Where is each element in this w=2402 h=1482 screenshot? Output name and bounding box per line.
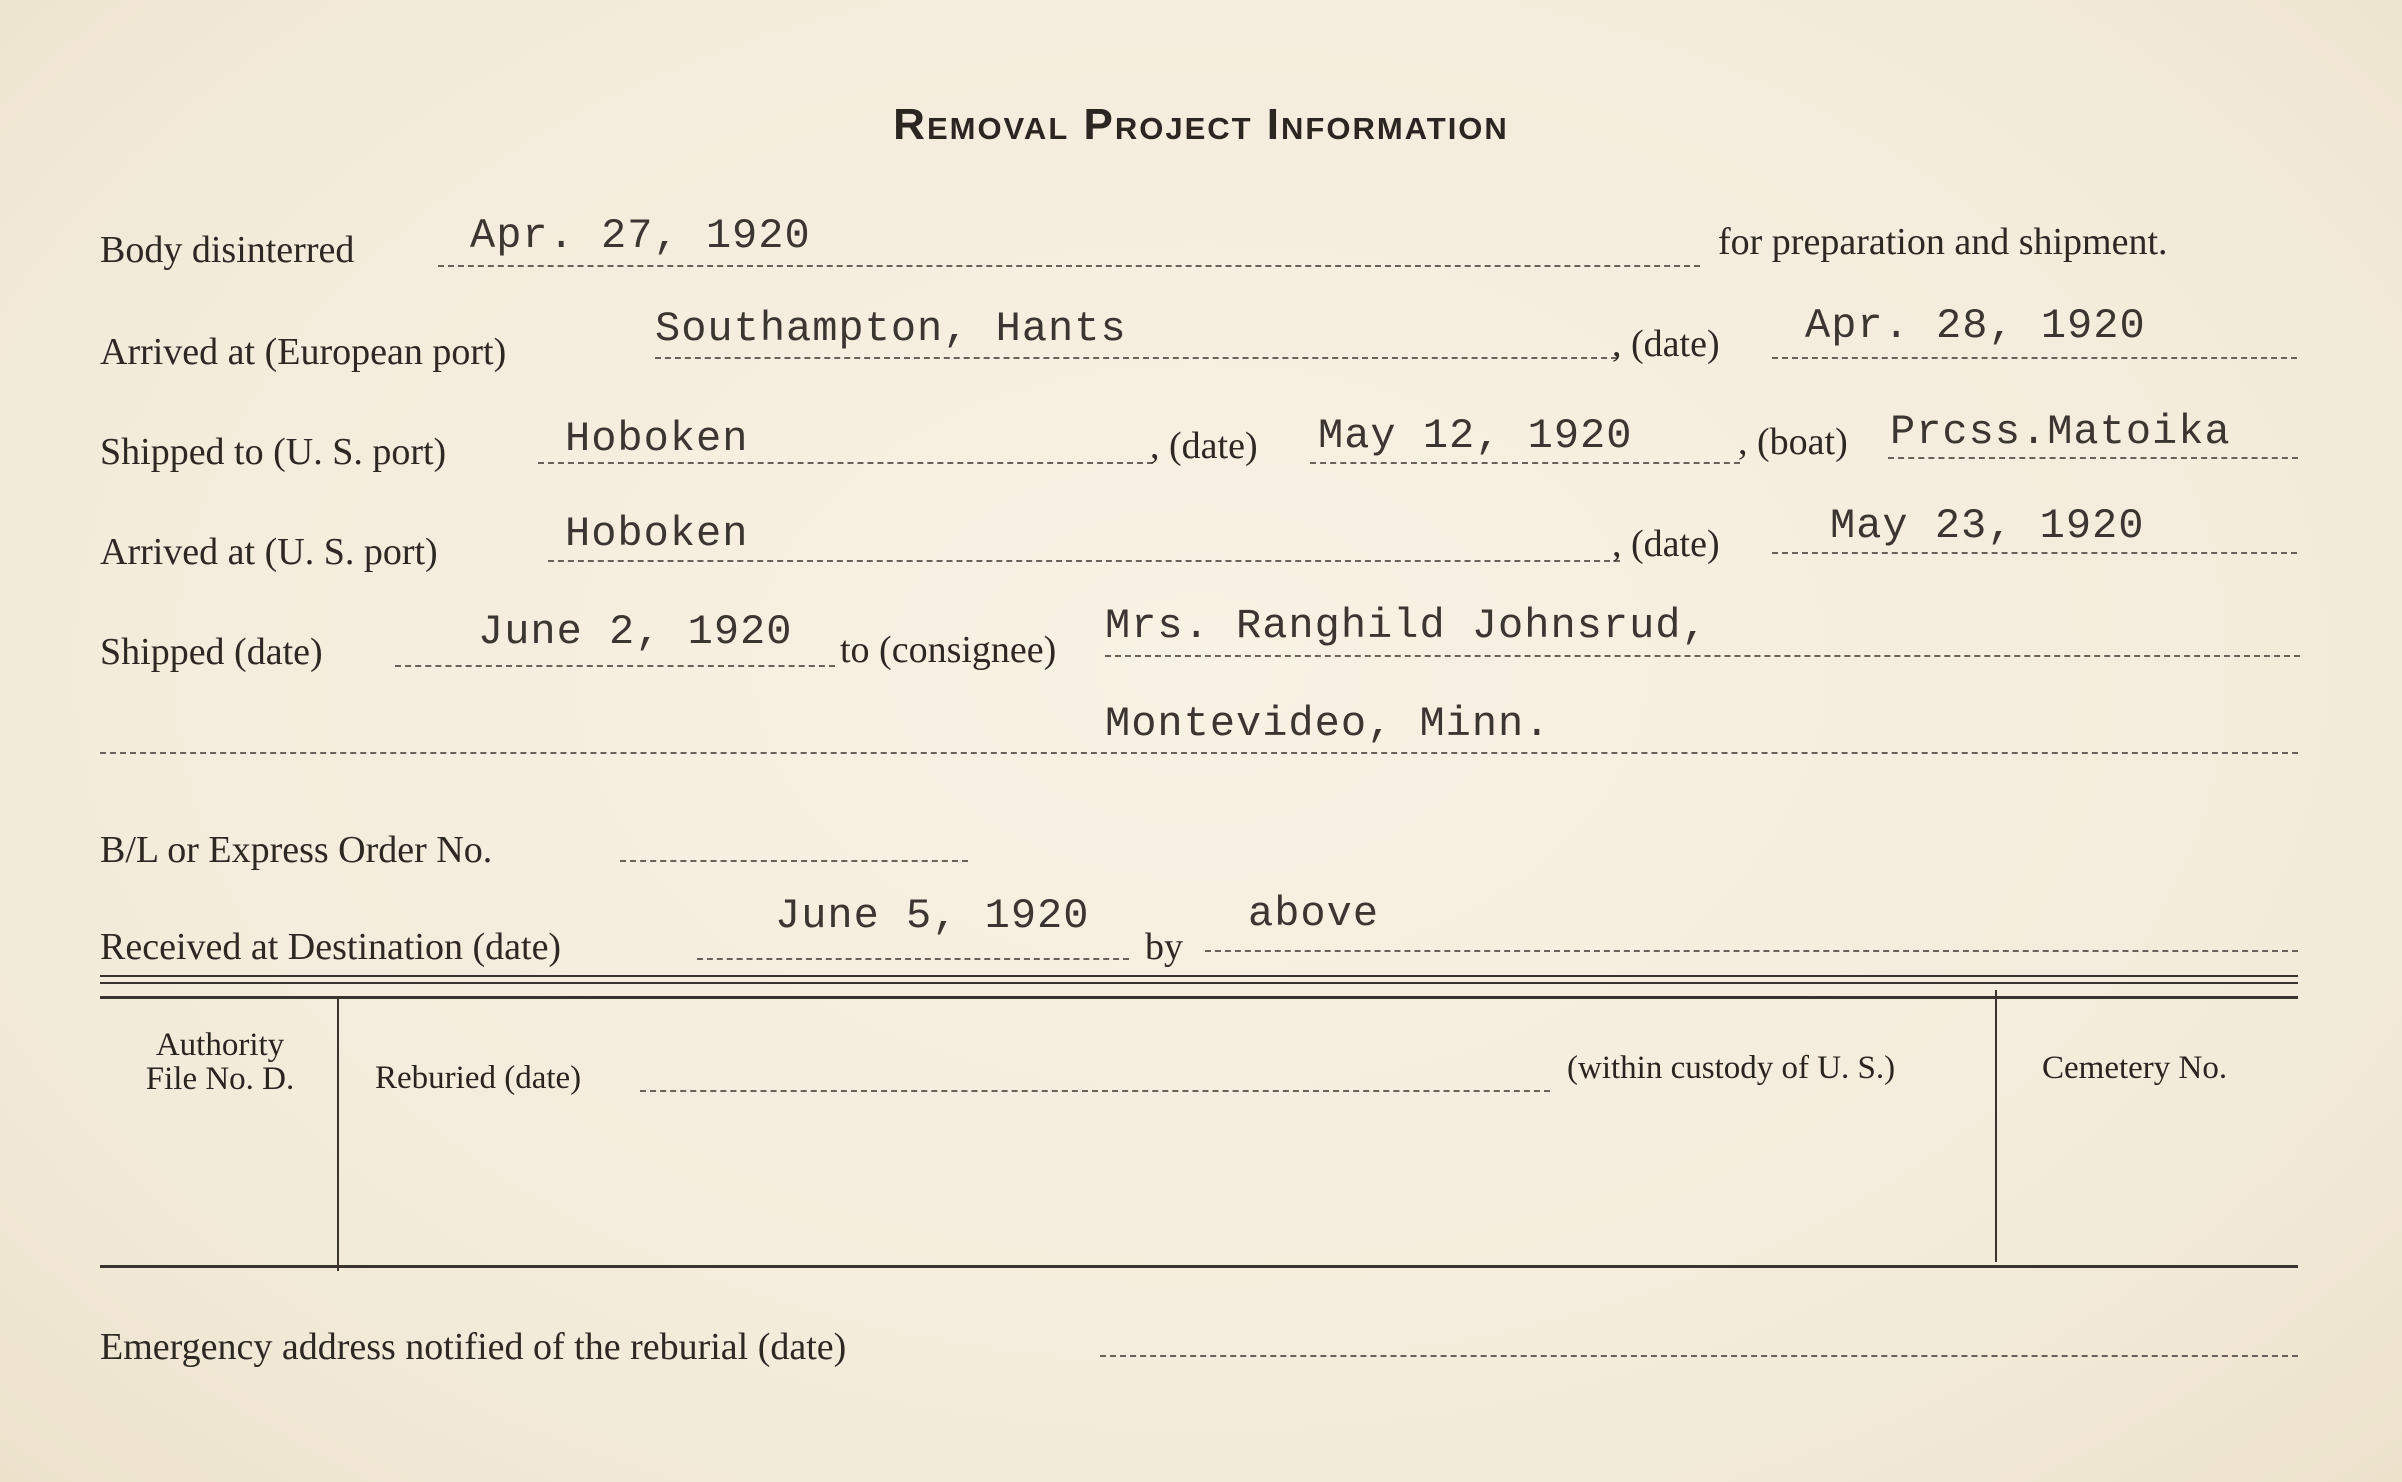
authority-line2: File No. D. [145,1061,295,1097]
arrived-european-port: Southampton, Hants [655,305,1127,353]
body-disinterred-label: Body disinterred [100,229,355,271]
arrived-european-label: Arrived at (European port) [100,331,507,373]
arrived-european-date: Apr. 28, 1920 [1805,302,2146,350]
authority-line1: Authority [155,1027,285,1063]
table-top-rule-1 [100,975,2298,977]
table-top-rule-3 [100,996,2298,999]
shipped-to-us-label: Shipped to (U. S. port) [100,431,447,473]
table-divider-right [1995,990,1997,1262]
received-date: June 5, 1920 [775,892,1090,940]
body-disinterred-line [438,265,1700,267]
arrived-european-line [655,357,1617,359]
consignee-label: to (consignee) [840,629,1057,671]
shipped-to-us-port: Hoboken [565,415,749,463]
arrived-us-line [548,560,1620,562]
custody-label: (within custody of U. S.) [1567,1050,1896,1086]
shipped-to-us-date: May 12, 1920 [1318,412,1633,460]
table-top-rule-2 [100,982,2298,984]
received-by-value: above [1248,890,1380,938]
authority-header [105,1028,335,1096]
shipped-to-us-boat: Prcss.Matoika [1890,408,2231,456]
bl-line [620,860,968,862]
received-date-line [697,958,1129,960]
arrived-us-date: May 23, 1920 [1830,502,2145,550]
arrived-us-port: Hoboken [565,510,749,558]
consignee-line1: Mrs. Ranghild Johnsrud, [1105,602,1708,650]
shipped-to-us-boat-label: , (boat) [1738,421,1848,463]
consignee-line [1105,655,2300,657]
shipped-to-us-date-line [1310,462,1740,464]
shipped-date: June 2, 1920 [478,608,793,656]
arrived-european-date-line [1772,357,2297,359]
body-disinterred-suffix: for preparation and shipment. [1718,221,2168,263]
cemetery-label: Cemetery No. [2042,1050,2228,1086]
shipped-date-line [395,665,835,667]
shipped-to-us-boat-line [1888,457,2298,459]
consignee-address-line [100,752,2298,754]
arrived-us-label: Arrived at (U. S. port) [100,531,438,573]
arrived-us-date-line [1772,552,2297,554]
shipped-label: Shipped (date) [100,631,323,673]
shipped-to-us-date-label: , (date) [1150,425,1258,467]
received-label: Received at Destination (date) [100,926,562,968]
consignee-line2: Montevideo, Minn. [1105,700,1551,748]
page-title: Removal Project Information [893,100,1509,149]
received-by-line [1205,950,2298,952]
received-by-label: by [1145,926,1183,968]
emergency-line [1100,1355,2298,1357]
body-disinterred-value: Apr. 27, 1920 [470,212,811,260]
bl-label: B/L or Express Order No. [100,829,493,871]
arrived-us-date-label: , (date) [1612,523,1720,565]
table-bottom-rule [100,1265,2298,1268]
reburied-label: Reburied (date) [375,1060,582,1096]
arrived-european-date-label: , (date) [1612,323,1720,365]
emergency-label: Emergency address notified of the reburial (date) [100,1326,847,1368]
reburied-line [640,1090,1550,1092]
table-divider-left [337,999,339,1271]
